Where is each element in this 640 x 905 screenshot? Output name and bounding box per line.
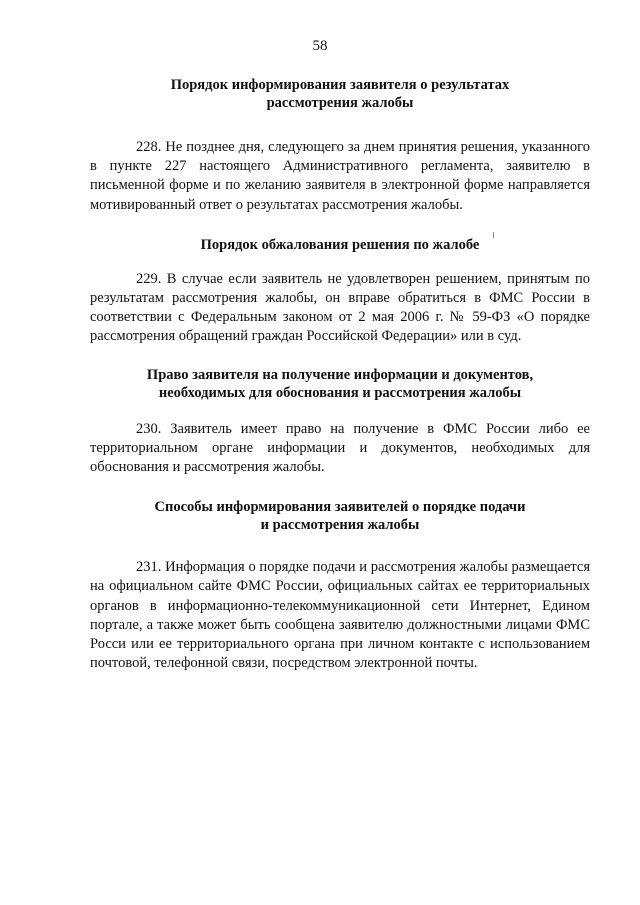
heading-line: рассмотрения жалобы [266, 95, 414, 111]
section-heading-results-notification [90, 76, 590, 112]
page-number: 58 [312, 38, 328, 54]
scan-mark [493, 232, 494, 238]
heading-line: Право заявителя на получение информации и документов, [146, 366, 534, 383]
paragraph-229: 229. В случае если заявитель не удовлетворен решением, принятым по результатам рассмотрения жалобы, он вправе обратиться в ФМС России в соответствии с Федеральным законом от 2 мая 2006 г. № 59-ФЗ «О порядке рассмотрения обращений граждан Российской Федерации» или в суд. [90, 270, 590, 345]
section-heading-right-to-information [90, 366, 590, 402]
paragraph-230: 230. Заявитель имеет право на получение в ФМС России либо ее территориальном органе информации и документов, необходимых для обоснования и рассмотрения жалобы. [90, 420, 590, 476]
paragraph-231: 231. Информация о порядке подачи и рассмотрения жалобы размещается на официальном сайте ФМС России, официальных сайтах ее территориальных органов в информационно-телекоммуникационной сети Интернет, Едином портале, а также может быть сообщена заявителю должностными лицами ФМС Росси или ее территориального органа при личном контакте с использованием почтовой, телефонной связи, посредством электронной почты. [90, 559, 590, 672]
heading-line: Порядок обжалования решения по жалобе [200, 236, 480, 253]
heading-line: и рассмотрения жалобы [260, 517, 420, 534]
document-body [90, 76, 590, 673]
paragraph-228: 228. Не позднее дня, следующего за днем принятия решения, указанного в пункте 227 настоящего Административного регламента, заявителю в письменной форме и по желанию заявителя в электронной форме направляется мотивированный ответ о результатах рассмотрения жалобы. [90, 139, 590, 213]
heading-line: Порядок информирования заявителя о результатах [170, 77, 510, 93]
section-heading-appeal-procedure [90, 236, 590, 254]
heading-line: Способы информирования заявителей о порядке подачи [154, 499, 526, 516]
heading-line: необходимых для обоснования и рассмотрения жалобы [158, 384, 522, 401]
section-heading-information-methods [90, 498, 590, 534]
